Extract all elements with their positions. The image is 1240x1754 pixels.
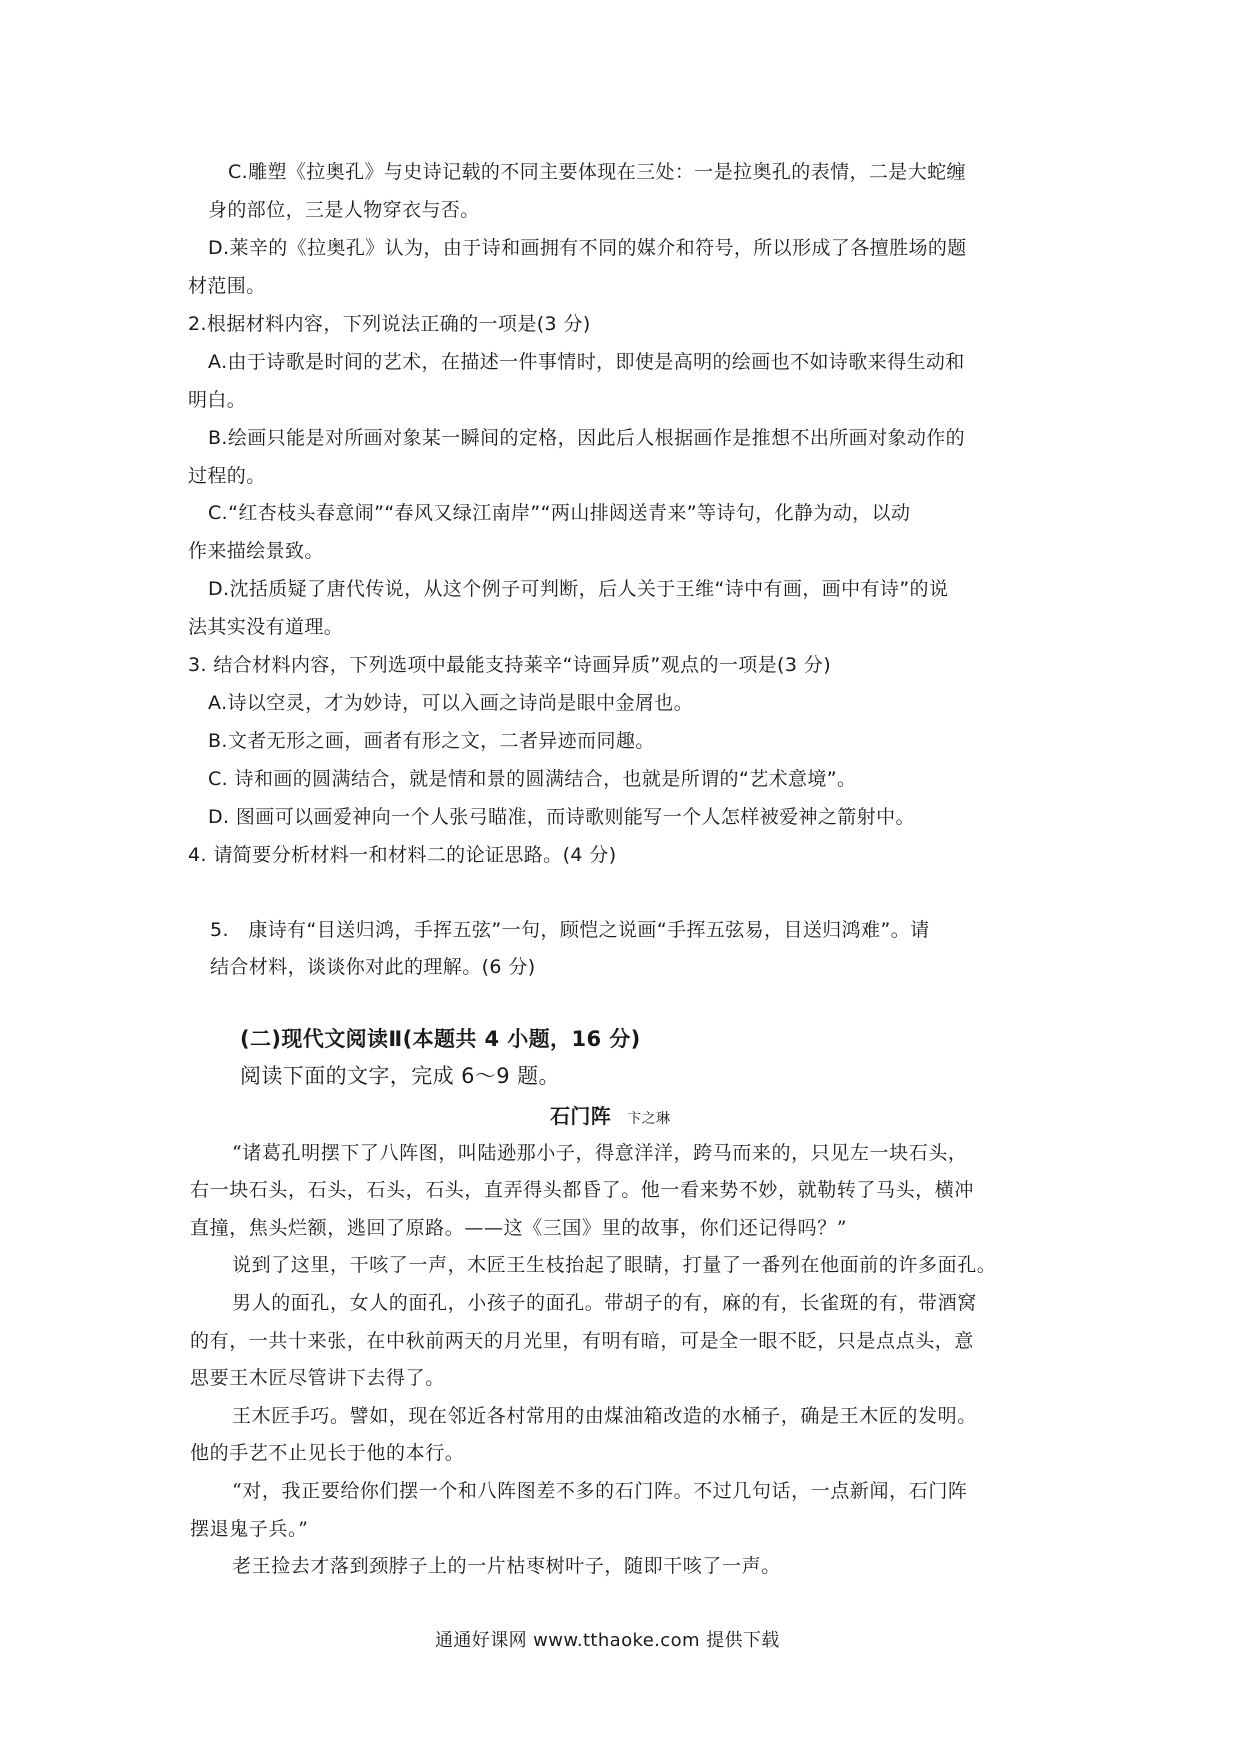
story-author: 卞之琳	[627, 1111, 671, 1127]
story-line: 直撞，焦头烂额，逃回了原路。——这《三国》里的故事，你们还记得吗？”	[190, 1217, 848, 1239]
story-line: 男人的面孔，女人的面孔，小孩子的面孔。带胡子的有，麻的有，长雀斑的有，带酒窝	[232, 1292, 977, 1314]
story-line: 右一块石头，石头，石头，石头，直弄得头都昏了。他一看来势不妙，就勒转了马头，横冲	[190, 1179, 975, 1201]
story-line: 他的手艺不止见长于他的本行。	[190, 1442, 465, 1464]
footer-text: 通通好课网 www.tthaoke.com 提供下载	[435, 1630, 780, 1651]
q2-option-b-line2: 过程的。	[188, 465, 266, 487]
q2-option-c-line1: C.“红杏枝头春意闹”“春风又绿江南岸”“两山排闼送青来”等诗句，化静为动，以动	[208, 502, 911, 524]
q4-stem: 4. 请简要分析材料一和材料二的论证思路。(4 分)	[188, 844, 617, 866]
q3-option-d: D. 图画可以画爱神向一个人张弓瞄准，而诗歌则能写一个人怎样被爱神之箭射中。	[208, 806, 915, 828]
q3-option-a: A.诗以空灵，才为妙诗，可以入画之诗尚是眼中金屑也。	[208, 692, 694, 714]
q5-stem-line1: 5. 康诗有“目送归鸿，手挥五弦”一句，顾恺之说画“手挥五弦易，目送归鸿难”。请	[210, 919, 930, 941]
story-title-line	[550, 1104, 670, 1131]
story-line: “诸葛孔明摆下了八阵图，叫陆逊那小子，得意洋洋，跨马而来的，只见左一块石头，	[232, 1142, 968, 1164]
story-line: 摆退鬼子兵。”	[190, 1518, 309, 1540]
q2-option-d-line2: 法其实没有道理。	[188, 616, 344, 638]
q5-stem-line2: 结合材料，谈谈你对此的理解。(6 分)	[210, 956, 536, 978]
section-heading: (二)现代文阅读Ⅱ(本题共 4 小题，16 分)	[240, 1027, 641, 1051]
q2-option-d-line1: D.沈括质疑了唐代传说，从这个例子可判断，后人关于王维“诗中有画，画中有诗”的说	[208, 578, 949, 600]
story-line: 说到了这里，干咳了一声，木匠王生枝抬起了眼睛，打量了一番列在他面前的许多面孔。	[232, 1254, 997, 1276]
story-line: 的有，一共十来张，在中秋前两天的月光里，有明有暗，可是全一眼不眨，只是点点头，意	[190, 1330, 975, 1352]
section-instruction: 阅读下面的文字，完成 6～9 题。	[240, 1064, 560, 1088]
story-line: 老王捡去才落到颈脖子上的一片枯枣树叶子，随即干咳了一声。	[232, 1555, 781, 1577]
story-line: 思要王木匠尽管讲下去得了。	[190, 1367, 445, 1389]
q1-option-d-line1: D.莱辛的《拉奥孔》认为，由于诗和画拥有不同的媒介和符号，所以形成了各擅胜场的题	[208, 237, 967, 259]
q1-option-d-line2: 材范围。	[188, 275, 266, 297]
q2-option-a-line1: A.由于诗歌是时间的艺术，在描述一件事情时，即使是高明的绘画也不如诗歌来得生动和	[208, 351, 965, 373]
q1-option-c-line2: 身的部位，三是人物穿衣与否。	[208, 199, 480, 221]
q3-stem: 3. 结合材料内容，下列选项中最能支持莱辛“诗画异质”观点的一项是(3 分)	[188, 654, 832, 676]
q2-option-a-line2: 明白。	[188, 389, 247, 411]
q3-option-c: C. 诗和画的圆满结合，就是情和景的圆满结合，也就是所谓的“艺术意境”。	[208, 768, 857, 790]
q2-stem: 2.根据材料内容，下列说法正确的一项是(3 分)	[188, 313, 591, 335]
q2-option-b-line1: B.绘画只能是对所画对象某一瞬间的定格，因此后人根据画作是推想不出所画对象动作的	[208, 427, 966, 449]
q2-option-c-line2: 作来描绘景致。	[188, 540, 324, 562]
story-line: 王木匠手巧。譬如，现在邻近各村常用的由煤油箱改造的水桶子，确是王木匠的发明。	[232, 1405, 977, 1427]
story-line: “对，我正要给你们摆一个和八阵图差不多的石门阵。不过几句话，一点新闻，石门阵	[232, 1480, 968, 1502]
q1-option-c-line1: C.雕塑《拉奥孔》与史诗记载的不同主要体现在三处：一是拉奥孔的表情，二是大蛇缠	[228, 161, 966, 183]
q3-option-b: B.文者无形之画，画者有形之文，二者异迹而同趣。	[208, 730, 655, 752]
story-title: 石门阵	[550, 1104, 612, 1128]
